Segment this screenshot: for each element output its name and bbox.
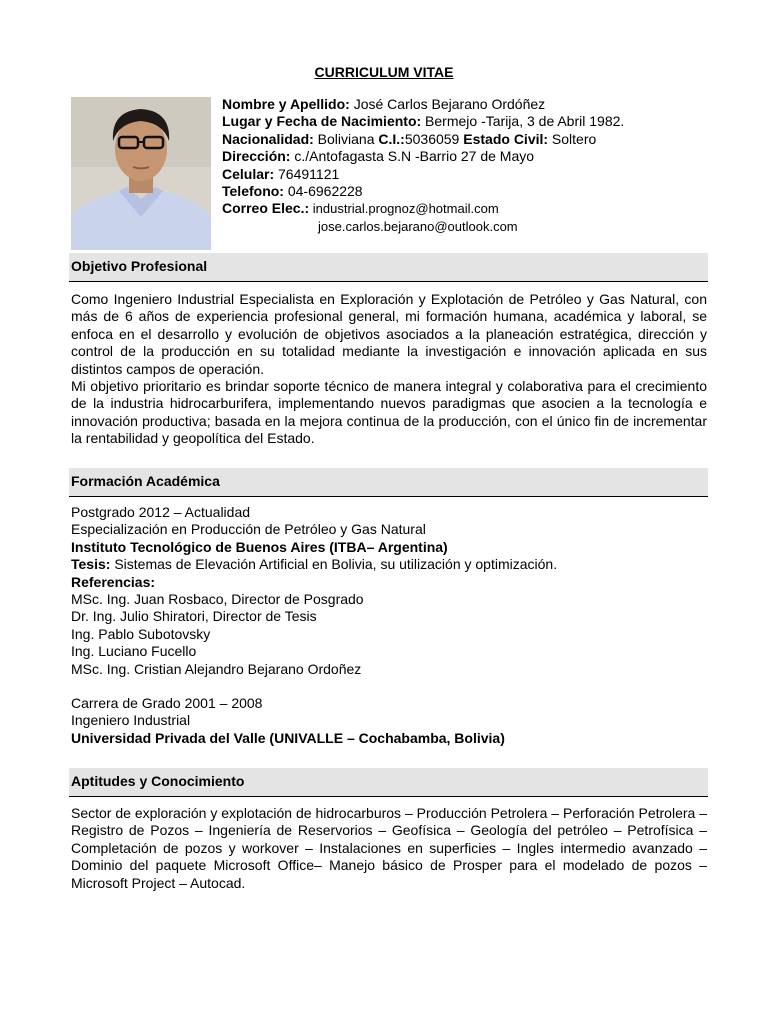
postgrad-program: Especialización en Producción de Petróleo y Gas Natural	[71, 521, 426, 538]
objective-paragraph-2: Mi objetivo prioritario es brindar soporte técnico de manera integral y colaborativa para el crecimiento de la industria hidrocarburifera, implementando nuevos paradigmas que asocien a la tecnología e innovación productiva; basada en la mejora continua de la producción, con el único fin de incrementar la rentabilidad y geopolítica del Estado.	[71, 378, 707, 447]
address-label: Dirección:	[222, 148, 291, 165]
email-value-1: industrial.prognoz@hotmail.com	[309, 201, 499, 217]
reference-item: MSc. Ing. Cristian Alejandro Bejarano Ordoñez	[71, 660, 362, 677]
ci-value: 5036059	[404, 130, 464, 147]
name-value: José Carlos Bejarano Ordóñez	[349, 96, 546, 112]
profile-photo	[71, 97, 211, 250]
nationality-value: Boliviana	[313, 130, 379, 147]
birth-label: Lugar y Fecha de Nacimiento:	[222, 113, 422, 130]
cell-label: Celular:	[222, 165, 275, 182]
cell-row	[222, 166, 624, 183]
section-objective-title: Objetivo Profesional	[71, 258, 208, 274]
phone-row	[222, 183, 624, 200]
section-objective	[69, 253, 708, 282]
objective-paragraph-1: Como Ingeniero Industrial Especialista en Exploración y Explotación de Petróleo y Gas Natural, con más de 6 años de experiencia profesional general, mi formación humana, académica y laboral, se enfoca en el desarrollo y evolución de objetivos asociados a la planeación estratégica, dirección y control de la producción en su totalidad mediante la investigación e innovación aplicada en sus distintos campos de operación.	[71, 291, 707, 377]
nationality-row	[222, 131, 624, 148]
degree-title: Ingeniero Industrial	[71, 712, 191, 729]
email-label: Correo Elec.:	[222, 200, 310, 217]
email-value-2: jose.carlos.bejarano@outlook.com	[318, 218, 518, 234]
nationality-label: Nacionalidad:	[222, 130, 314, 147]
thesis-value: Sistemas de Elevación Artificial en Bolivia, su utilización y optimización.	[110, 556, 558, 573]
cell-value: 76491121	[274, 165, 340, 182]
thesis-row	[71, 556, 707, 573]
personal-info	[222, 96, 624, 235]
thesis-label: Tesis:	[71, 556, 111, 573]
birth-row	[222, 113, 624, 130]
postgrad-institution: Instituto Tecnológico de Buenos Aires (ITBA– Argentina)	[71, 538, 448, 555]
education-content	[71, 504, 707, 747]
phone-value: 04-6962228	[283, 183, 363, 200]
name-row	[222, 96, 624, 113]
address-value: c./Antofagasta S.N -Barrio 27 de Mayo	[290, 148, 535, 165]
document-title: CURRICULUM VITAE	[314, 64, 454, 80]
birth-value: Bermejo -Tarija, 3 de Abril 1982.	[421, 113, 625, 130]
civil-status-label: Estado Civil:	[463, 130, 549, 147]
section-skills-title: Aptitudes y Conocimiento	[71, 773, 245, 789]
address-row	[222, 148, 624, 165]
references-label: Referencias:	[71, 573, 156, 590]
phone-label: Telefono:	[222, 183, 284, 200]
reference-item: MSc. Ing. Juan Rosbaco, Director de Posgrado	[71, 591, 364, 608]
objective-text	[71, 291, 707, 448]
ci-label: C.I.:	[378, 130, 405, 147]
degree-institution: Universidad Privada del Valle (UNIVALLE – Cochabamba, Bolivia)	[71, 729, 505, 746]
skills-text: Sector de exploración y explotación de hidrocarburos – Producción Petrolera – Perforación Petrolera – Registro de Pozos – Ingeniería de Reservorios – Geofísica – Geología del petróleo – Petrofísica – Completación de pozos y workover – Instalaciones en superficies – Ingles intermedio avanzado – Dominio del paquete Microsoft Office– Manejo básico de Prosper para el modelado de pozos – Microsoft Project – Autocad.	[71, 805, 707, 891]
section-skills	[69, 768, 708, 797]
degree-period: Carrera de Grado 2001 – 2008	[71, 695, 263, 712]
reference-item: Ing. Luciano Fucello	[71, 643, 197, 660]
section-education	[69, 468, 708, 497]
reference-item: Ing. Pablo Subotovsky	[71, 625, 211, 642]
postgrad-period: Postgrado 2012 – Actualidad	[71, 504, 251, 520]
civil-status-value: Soltero	[548, 130, 597, 147]
section-education-title: Formación Académica	[71, 473, 220, 489]
name-label: Nombre y Apellido:	[222, 96, 350, 112]
email-row	[222, 200, 624, 217]
reference-item: Dr. Ing. Julio Shiratori, Director de Tesis	[71, 608, 317, 625]
